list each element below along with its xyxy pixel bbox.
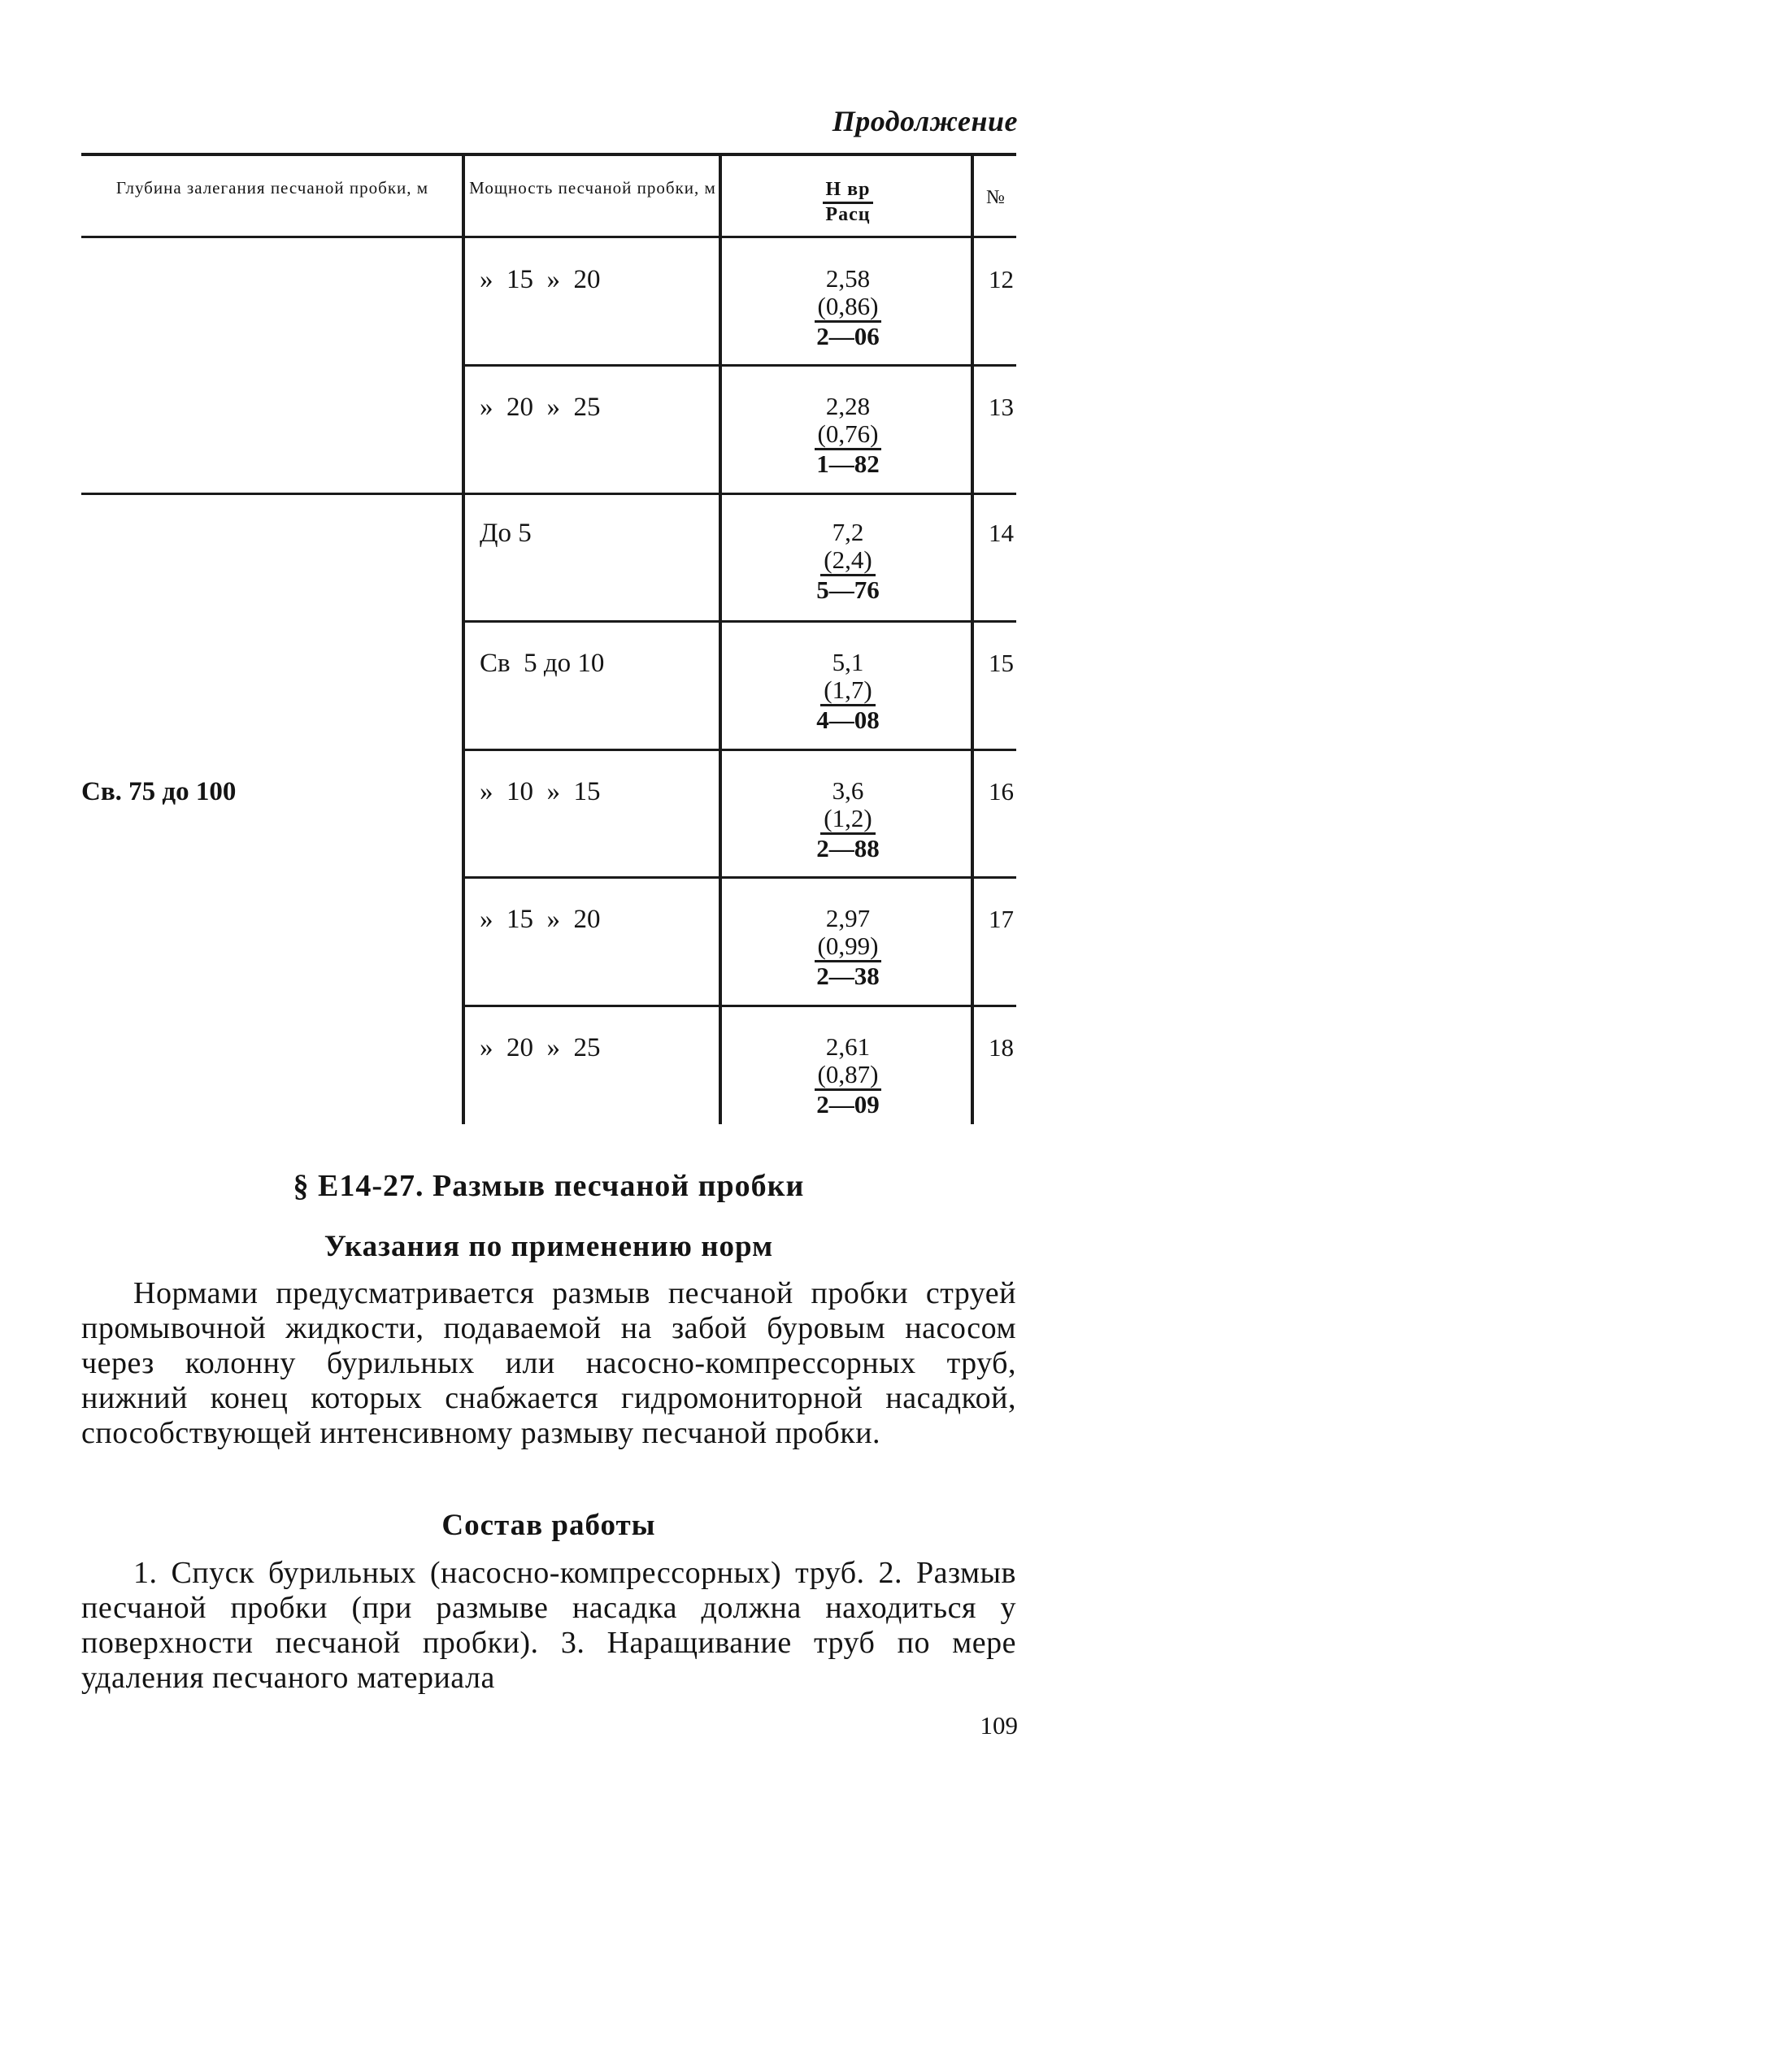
norms-table xyxy=(81,153,1018,1128)
section-title: § Е14-27. Размыв песчаной пробки xyxy=(293,1169,805,1203)
column-divider xyxy=(462,153,465,1124)
column-header-depth: Глубина залегания песчаной пробки, м xyxy=(115,178,429,198)
table-cell-number: 18 xyxy=(989,1033,1014,1062)
table-cell-number: 15 xyxy=(989,649,1014,677)
table-cell-norm: 7,2 (2,4) 5—76 xyxy=(816,518,880,604)
table-cell-thickness: До 5 xyxy=(480,519,532,548)
table-cell-thickness: » 20 » 25 xyxy=(480,393,601,422)
row-rule xyxy=(463,749,1016,751)
group-rule xyxy=(81,493,1016,495)
norm-header-denominator: Расц xyxy=(825,204,871,225)
table-cell-norm: 2,97 (0,99) 2—38 xyxy=(722,905,974,990)
norm-header-numerator: Н вр xyxy=(823,179,874,204)
table-cell-norm: 2,61 (0,87) 2—09 xyxy=(722,1033,974,1119)
table-cell-thickness: » 20 » 25 xyxy=(480,1033,601,1062)
continuation-label: Продолжение xyxy=(832,105,1018,137)
work-composition-heading: Состав работы xyxy=(441,1509,656,1542)
table-cell-number: 12 xyxy=(989,265,1014,293)
row-rule xyxy=(463,364,1016,367)
row-rule xyxy=(463,1005,1016,1007)
work-composition-paragraph: 1. Спуск бурильных (насосно-компрессорных) труб. 2. Размыв песчаной пробки (при размыве насадка должна находиться у поверхности песчаной пробки). 3. Наращивание труб по мере удаления песчаного материала xyxy=(81,1556,1016,1695)
column-header-norm xyxy=(722,179,974,226)
table-cell-thickness: » 10 » 15 xyxy=(480,777,601,806)
depth-group-label: Св. 75 до 100 xyxy=(81,777,237,806)
table-top-rule xyxy=(81,153,1016,156)
table-cell-thickness: » 15 » 20 xyxy=(480,905,601,934)
header-bottom-rule xyxy=(81,236,1016,238)
instructions-heading: Указания по применению норм xyxy=(324,1230,774,1263)
table-cell-norm: 3,6 (1,2) 2—88 xyxy=(816,776,880,862)
table-cell-norm: 2,28 (0,76) 1—82 xyxy=(722,393,974,478)
table-cell-thickness: » 15 » 20 xyxy=(480,265,601,294)
table-cell-norm: 5,1 (1,7) 4—08 xyxy=(816,648,880,734)
page-number: 109 xyxy=(980,1711,1018,1740)
table-cell-norm: 2,58 (0,86) 2—06 xyxy=(722,265,974,350)
column-header-thickness: Мощность песчаной пробки, м xyxy=(469,178,716,198)
row-rule xyxy=(463,620,1016,623)
row-rule xyxy=(463,876,1016,879)
table-cell-number: 16 xyxy=(989,777,1014,806)
table-cell-number: 14 xyxy=(989,519,1014,547)
table-cell-number: 17 xyxy=(989,905,1014,933)
table-cell-number: 13 xyxy=(989,393,1014,421)
table-cell-thickness: Св 5 до 10 xyxy=(480,649,605,678)
instructions-paragraph: Нормами предусматривается размыв песчаной пробки струей промывочной жидкости, подаваемой на забой буровым насосом через колонну бурильных или насосно-компрессорных труб, нижний конец которых снабжается гидромониторной насадкой, способствующей интенсивному размыву песчаной пробки. xyxy=(81,1276,1016,1450)
column-header-number: № xyxy=(986,187,1006,208)
